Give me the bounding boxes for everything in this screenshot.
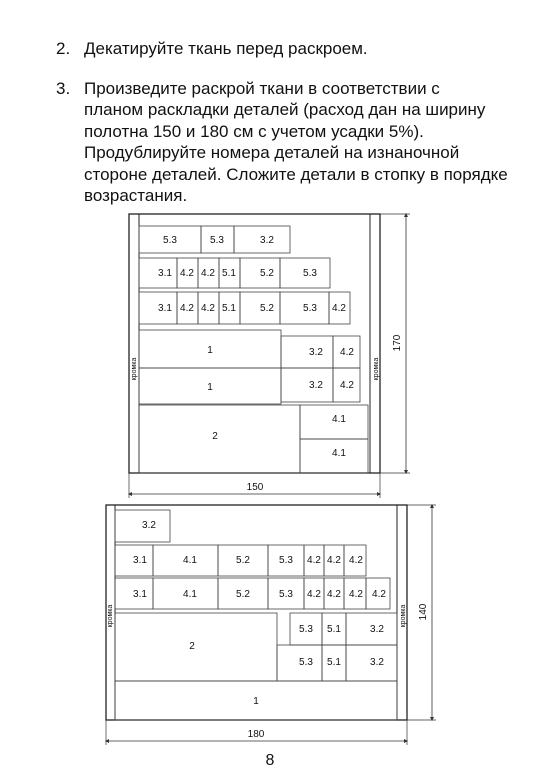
selvage-label-right: кромка <box>373 357 380 381</box>
piece-label: 4.2 <box>180 303 194 314</box>
text-line: Произведите раскрой ткани в соответствии с <box>84 78 440 98</box>
text-line: планом раскладки деталей (расход дан на ширину <box>84 100 486 119</box>
piece-label: 1 <box>253 696 259 707</box>
piece-label: 4.2 <box>340 347 354 358</box>
piece-label: 4.2 <box>307 555 321 566</box>
piece-label: 4.1 <box>332 448 346 459</box>
text-line: возрастания. <box>84 186 188 205</box>
piece-label: 4.1 <box>332 414 346 425</box>
piece-label: 4.2 <box>327 589 341 600</box>
piece-label: 3.1 <box>133 589 147 600</box>
piece-label: 4.2 <box>349 555 363 566</box>
piece-label: 3.2 <box>309 380 323 391</box>
piece-label: 5.3 <box>163 235 177 246</box>
piece-label: 2 <box>189 641 195 652</box>
piece-label: 3.1 <box>158 268 172 279</box>
piece-label: 1 <box>207 345 213 356</box>
item-number: 3. <box>56 78 71 98</box>
piece-label: 5.1 <box>222 268 236 279</box>
page-number: 8 <box>265 752 275 769</box>
length-label: 140 <box>418 603 429 621</box>
piece-label: 3.1 <box>158 303 172 314</box>
length-label: 170 <box>392 334 403 352</box>
piece-label: 5.3 <box>299 624 313 635</box>
piece-label: 5.2 <box>260 268 274 279</box>
piece-label: 4.2 <box>372 589 386 600</box>
piece-label: 4.2 <box>327 555 341 566</box>
piece-label: 4.2 <box>307 589 321 600</box>
piece-label: 4.2 <box>201 303 215 314</box>
piece-label: 4.1 <box>183 555 197 566</box>
piece-labels <box>158 235 354 459</box>
piece-label: 5.2 <box>236 555 250 566</box>
piece-label: 2 <box>212 431 218 442</box>
text-line: полотна 150 и 180 см с учетом усадки 5%). <box>84 121 424 141</box>
piece-label: 3.2 <box>370 657 384 668</box>
piece-label: 5.3 <box>279 555 293 566</box>
piece-label: 3.2 <box>370 624 384 635</box>
selvage-label-right: кромка <box>400 604 407 628</box>
selvage-label-left: кромка <box>131 357 138 381</box>
text-line: стороне деталей. Сложите детали в стопку в порядке <box>84 164 508 184</box>
piece-label: 4.2 <box>340 380 354 391</box>
piece-label: 4.2 <box>201 268 215 279</box>
layout-150 <box>129 214 410 498</box>
piece-label: 3.2 <box>142 520 156 531</box>
piece-label: 5.2 <box>260 303 274 314</box>
piece-label: 5.3 <box>303 303 317 314</box>
piece-label: 3.1 <box>133 555 147 566</box>
text-line: Декатируйте ткань перед раскроем. <box>84 39 368 58</box>
piece-labels <box>133 520 386 707</box>
piece-label: 5.3 <box>210 235 224 246</box>
width-label: 150 <box>246 482 264 493</box>
piece-label: 5.1 <box>327 657 341 668</box>
piece-label: 4.1 <box>183 589 197 600</box>
piece-label: 4.2 <box>180 268 194 279</box>
piece-label: 3.2 <box>260 235 274 246</box>
fabric-outline <box>106 505 407 720</box>
piece-label: 4.2 <box>349 589 363 600</box>
piece-label: 3.2 <box>309 347 323 358</box>
item-number: 2. <box>56 39 71 58</box>
piece-label: 5.2 <box>236 589 250 600</box>
piece-label: 5.3 <box>303 268 317 279</box>
piece-label: 5.3 <box>299 657 313 668</box>
piece-label: 1 <box>207 382 213 393</box>
piece-label: 5.1 <box>222 303 236 314</box>
piece-label: 4.2 <box>332 303 346 314</box>
piece-label: 5.3 <box>279 589 293 600</box>
width-label: 180 <box>247 729 265 740</box>
text-line: Продублируйте номера деталей на изнаночной <box>84 143 460 162</box>
layout-180 <box>106 505 436 745</box>
piece-label: 5.1 <box>327 624 341 635</box>
selvage-label-left: кромка <box>107 604 114 628</box>
